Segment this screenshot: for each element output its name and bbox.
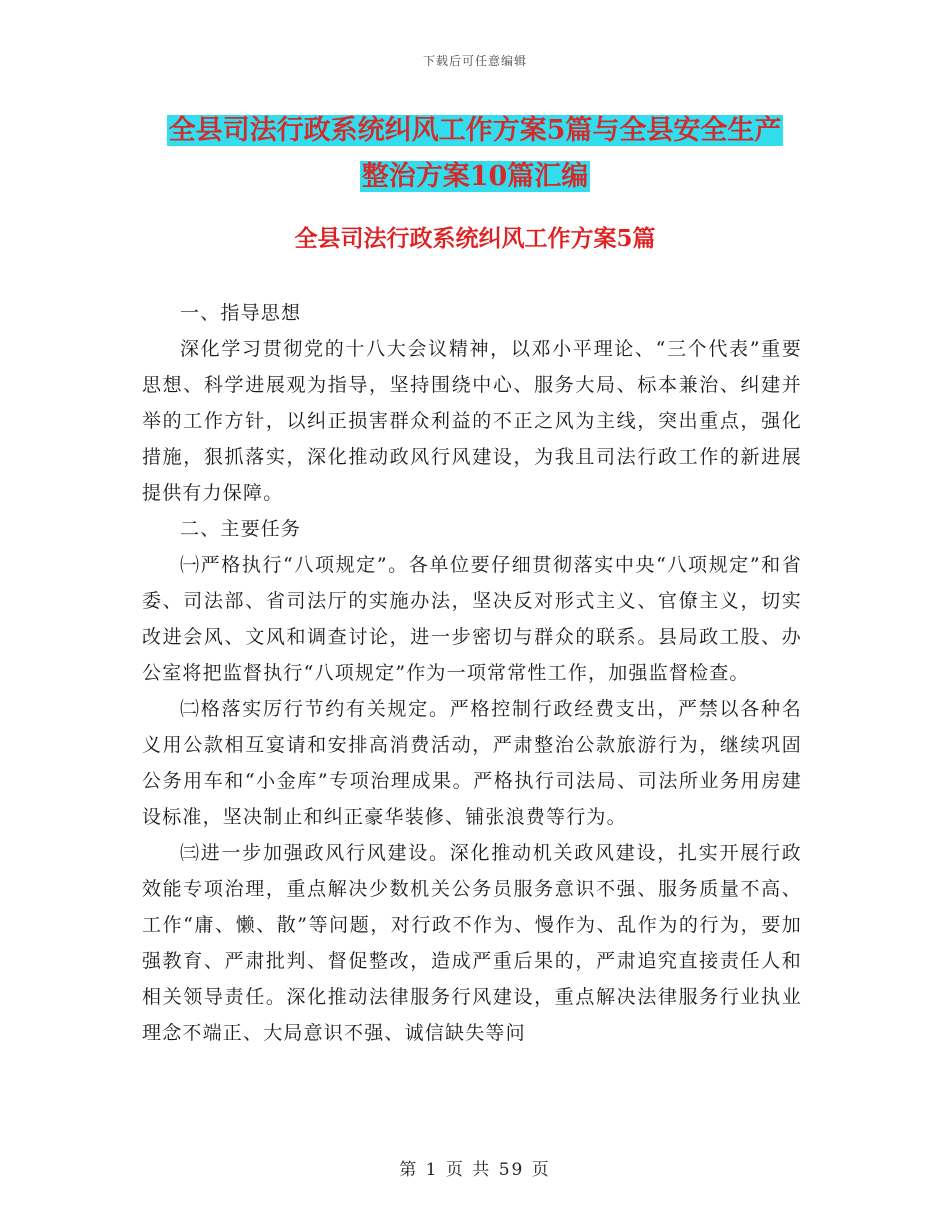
page-number-footer: 第 1 页 共 59 页 [399, 1160, 551, 1180]
document-title-line-1: 全县司法行政系统纠风工作方案5篇与全县安全生产 [168, 115, 782, 146]
body-paragraph: 一、指导思想 [180, 302, 302, 324]
body-paragraph: ㈠严格执行“八项规定”。各单位要仔细贯彻落实中央“八项规定”和省委、司法部、省司法厅的实施办法，坚决反对形式主义、官僚主义，切实改进会风、文风和调查讨论，进一步密切与群众的联系。县局政工股、办公室将把监督执行“八项规定”作为一项常常性工作，加强监督检查。 [142, 554, 802, 684]
document-body [142, 295, 802, 1051]
body-paragraph: ㈡格落实厉行节约有关规定。严格控制行政经费支出，严禁以各种名义用公款相互宴请和安排高消费活动，严肃整治公款旅游行为，继续巩固公务用车和“小金库”专项治理成果。严格执行司法局、司法所业务用房建设标准，坚决制止和纠正豪华装修、铺张浪费等行为。 [142, 698, 802, 828]
section-title: 全县司法行政系统纠风工作方案5篇 [294, 225, 656, 252]
body-paragraph: ㈢进一步加强政风行风建设。深化推动机关政风建设，扎实开展行政效能专项治理，重点解决少数机关公务员服务意识不强、服务质量不高、工作“庸、懒、散”等问题，对行政不作为、慢作为、乱作为的行为，要加强教育、严肃批判、督促整改，造成严重后果的，严肃追究直接责任人和相关领导责任。深化推动法律服务行风建设，重点解决法律服务行业执业理念不端正、大局意识不强、诚信缺失等问 [142, 842, 802, 1044]
body-paragraph: 二、主要任务 [180, 518, 302, 540]
page-header-note: 下载后可任意编辑 [422, 54, 527, 68]
document-title [140, 108, 810, 200]
body-paragraph: 深化学习贯彻党的十八大会议精神，以邓小平理论、“三个代表”重要思想、科学进展观为指导，坚持围绕中心、服务大局、标本兼治、纠建并举的工作方针，以纠正损害群众利益的不正之风为主线，突出重点，强化措施，狠抓落实，深化推动政风行风建设，为我且司法行政工作的新进展提供有力保障。 [142, 338, 802, 504]
document-title-line-2: 整治方案10篇汇编 [361, 161, 589, 192]
